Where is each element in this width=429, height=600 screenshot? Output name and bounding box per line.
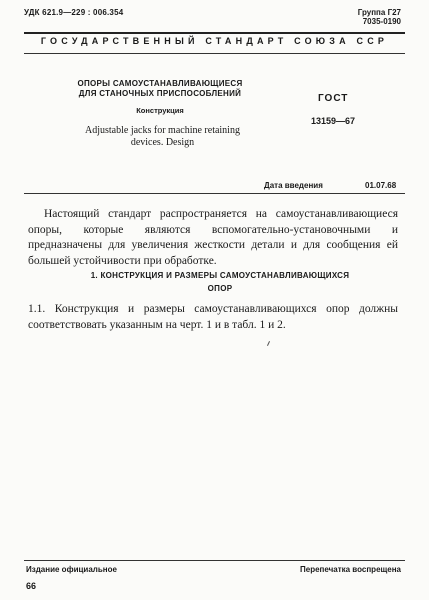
group-code [358, 8, 401, 26]
section-heading-line-1: 1. КОНСТРУКЦИЯ И РАЗМЕРЫ САМОУСТАНАВЛИВАЮЩИХСЯ [90, 271, 350, 280]
gost-number: 13159—67 [311, 116, 356, 126]
section-heading [40, 269, 400, 295]
udk-code: УДК 621.9—229 : 006.354 [24, 8, 124, 17]
okp-code: 7035-0190 [362, 17, 401, 26]
footer-rule [24, 560, 405, 561]
group-label: Группа Г27 [357, 8, 401, 17]
document-title [60, 79, 260, 99]
top-rule [24, 32, 405, 34]
page-number: 66 [26, 581, 37, 591]
gost-label: ГОСТ [318, 93, 349, 104]
intro-date-value: 01.07.68 [365, 181, 397, 190]
scope-paragraph: Настоящий стандарт распространяется на самоустанавливающиеся опоры, которые являются вспомогательно-установочными и предназначены для увеличения жесткости детали и для сообщения ей большей устойчивости при обработке. [28, 208, 398, 267]
english-title [55, 125, 270, 149]
banner-rule [24, 53, 405, 54]
date-rule [24, 193, 405, 194]
reprint-prohibited-label: Перепечатка воспрещена [300, 565, 401, 574]
scan-mark [267, 341, 270, 346]
english-title-line-1: Adjustable jacks for machine retaining [85, 125, 240, 136]
state-standard-banner: ГОСУДАРСТВЕННЫЙ СТАНДАРТ СОЮЗА ССР [40, 36, 389, 46]
section-heading-line-2: ОПОР [207, 284, 233, 293]
intro-date-label: Дата введения [264, 181, 323, 190]
document-subtitle: Конструкция [136, 106, 184, 115]
english-title-line-2: devices. Design [130, 137, 195, 148]
title-line-2: ДЛЯ СТАНОЧНЫХ ПРИСПОСОБЛЕНИЙ [78, 89, 242, 98]
clause-1-1-paragraph: 1.1. Конструкция и размеры самоустанавливающихся опор должны соответствовать указанным на черт. 1 и в табл. 1 и 2. [28, 303, 398, 331]
official-edition-label: Издание официальное [26, 565, 117, 574]
title-line-1: ОПОРЫ САМОУСТАНАВЛИВАЮЩИЕСЯ [77, 79, 243, 88]
